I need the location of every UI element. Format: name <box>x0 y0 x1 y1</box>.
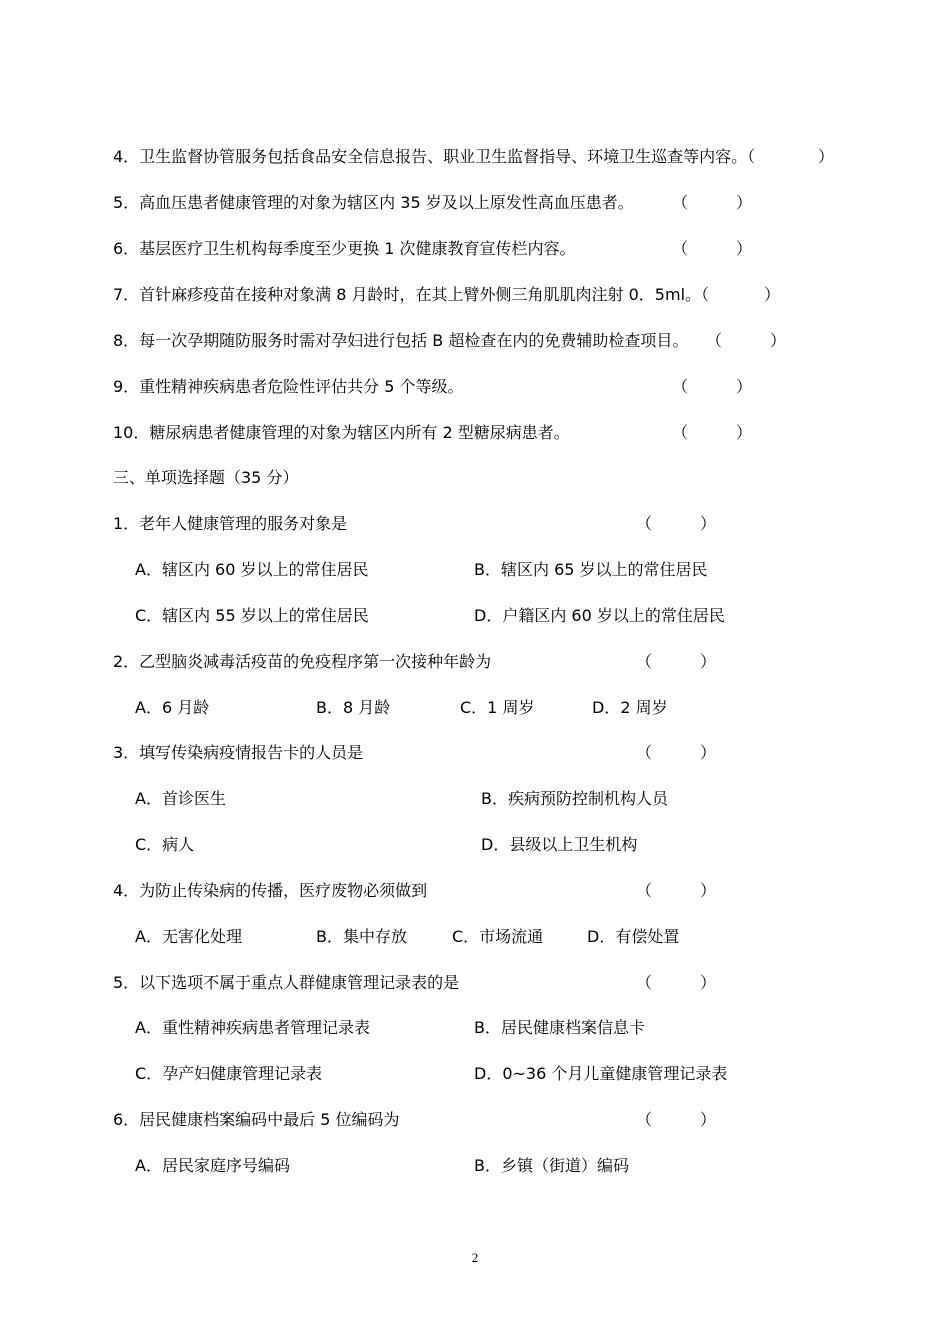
judgment-item-9: 9．重性精神疾病患者危险性评估共分 5 个等级。 <box>113 377 464 396</box>
question-6: 6．居民健康档案编码中最后 5 位编码为 <box>113 1110 400 1129</box>
question-1: 1．老年人健康管理的服务对象是 <box>113 514 348 533</box>
option-b: B．疾病预防控制机构人员 <box>481 789 668 808</box>
option-c: C．1 周岁 <box>460 698 535 717</box>
answer-paren: （ ） <box>672 377 753 396</box>
option-b: B．乡镇（街道）编码 <box>474 1156 629 1175</box>
answer-paren: ） <box>764 285 781 304</box>
answer-paren: （ ） <box>672 423 753 442</box>
option-c: C．市场流通 <box>452 927 544 946</box>
judgment-item-4: 4．卫生监督协管服务包括食品安全信息报告、职业卫生监督指导、环境卫生巡查等内容。（ <box>113 147 756 166</box>
answer-paren: （ ） <box>672 239 753 258</box>
question-2: 2．乙型脑炎减毒活疫苗的免疫程序第一次接种年龄为 <box>113 652 492 671</box>
answer-paren: （ ） <box>636 514 717 533</box>
option-a: A．无害化处理 <box>135 927 242 946</box>
option-c: C．孕产妇健康管理记录表 <box>135 1064 323 1083</box>
option-b: B．集中存放 <box>316 927 407 946</box>
answer-paren: （ ） <box>636 881 717 900</box>
judgment-item-6: 6．基层医疗卫生机构每季度至少更换 1 次健康教育宣传栏内容。 <box>113 239 576 258</box>
option-a: A．辖区内 60 岁以上的常住居民 <box>135 560 369 579</box>
judgment-item-8: 8．每一次孕期随防服务时需对孕妇进行包括 B 超检查在内的免费辅助检查项目。 <box>113 331 689 350</box>
option-a: A．首诊医生 <box>135 789 226 808</box>
option-a: A．居民家庭序号编码 <box>135 1156 290 1175</box>
judgment-item-10: 10．糖尿病患者健康管理的对象为辖区内所有 2 型糖尿病患者。 <box>113 423 570 442</box>
option-b: B．8 月龄 <box>316 698 391 717</box>
option-d: D．有偿处置 <box>587 927 680 946</box>
option-d: D．2 周岁 <box>592 698 668 717</box>
answer-paren: （ ） <box>636 652 717 671</box>
option-c: C．辖区内 55 岁以上的常住居民 <box>135 606 369 625</box>
option-b: B．居民健康档案信息卡 <box>474 1018 645 1037</box>
option-c: C．病人 <box>135 835 195 854</box>
answer-paren: ） <box>818 147 835 166</box>
option-d: D．0~36 个月儿童健康管理记录表 <box>474 1064 728 1083</box>
answer-paren: （ ） <box>672 193 753 212</box>
section-title: 三、单项选择题（35 分） <box>113 468 299 487</box>
question-4: 4．为防止传染病的传播，医疗废物必须做到 <box>113 881 428 900</box>
judgment-item-5: 5．高血压患者健康管理的对象为辖区内 35 岁及以上原发性高血压患者。 <box>113 193 634 212</box>
option-d: D．县级以上卫生机构 <box>481 835 638 854</box>
option-d: D．户籍区内 60 岁以上的常住居民 <box>474 606 725 625</box>
option-b: B．辖区内 65 岁以上的常住居民 <box>474 560 708 579</box>
answer-paren: （ ） <box>636 973 717 992</box>
option-a: A．6 月龄 <box>135 698 210 717</box>
page-number: 2 <box>471 1250 479 1265</box>
question-5: 5．以下选项不属于重点人群健康管理记录表的是 <box>113 973 460 992</box>
question-3: 3．填写传染病疫情报告卡的人员是 <box>113 743 364 762</box>
answer-paren: （ ） <box>636 1110 717 1129</box>
judgment-item-7: 7．首针麻疹疫苗在接种对象满 8 月龄时，在其上臂外侧三角肌肌肉注射 0．5ml。（ <box>113 285 710 304</box>
answer-paren: （ ） <box>636 743 717 762</box>
option-a: A．重性精神疾病患者管理记录表 <box>135 1018 370 1037</box>
answer-paren: （ ） <box>706 331 787 350</box>
